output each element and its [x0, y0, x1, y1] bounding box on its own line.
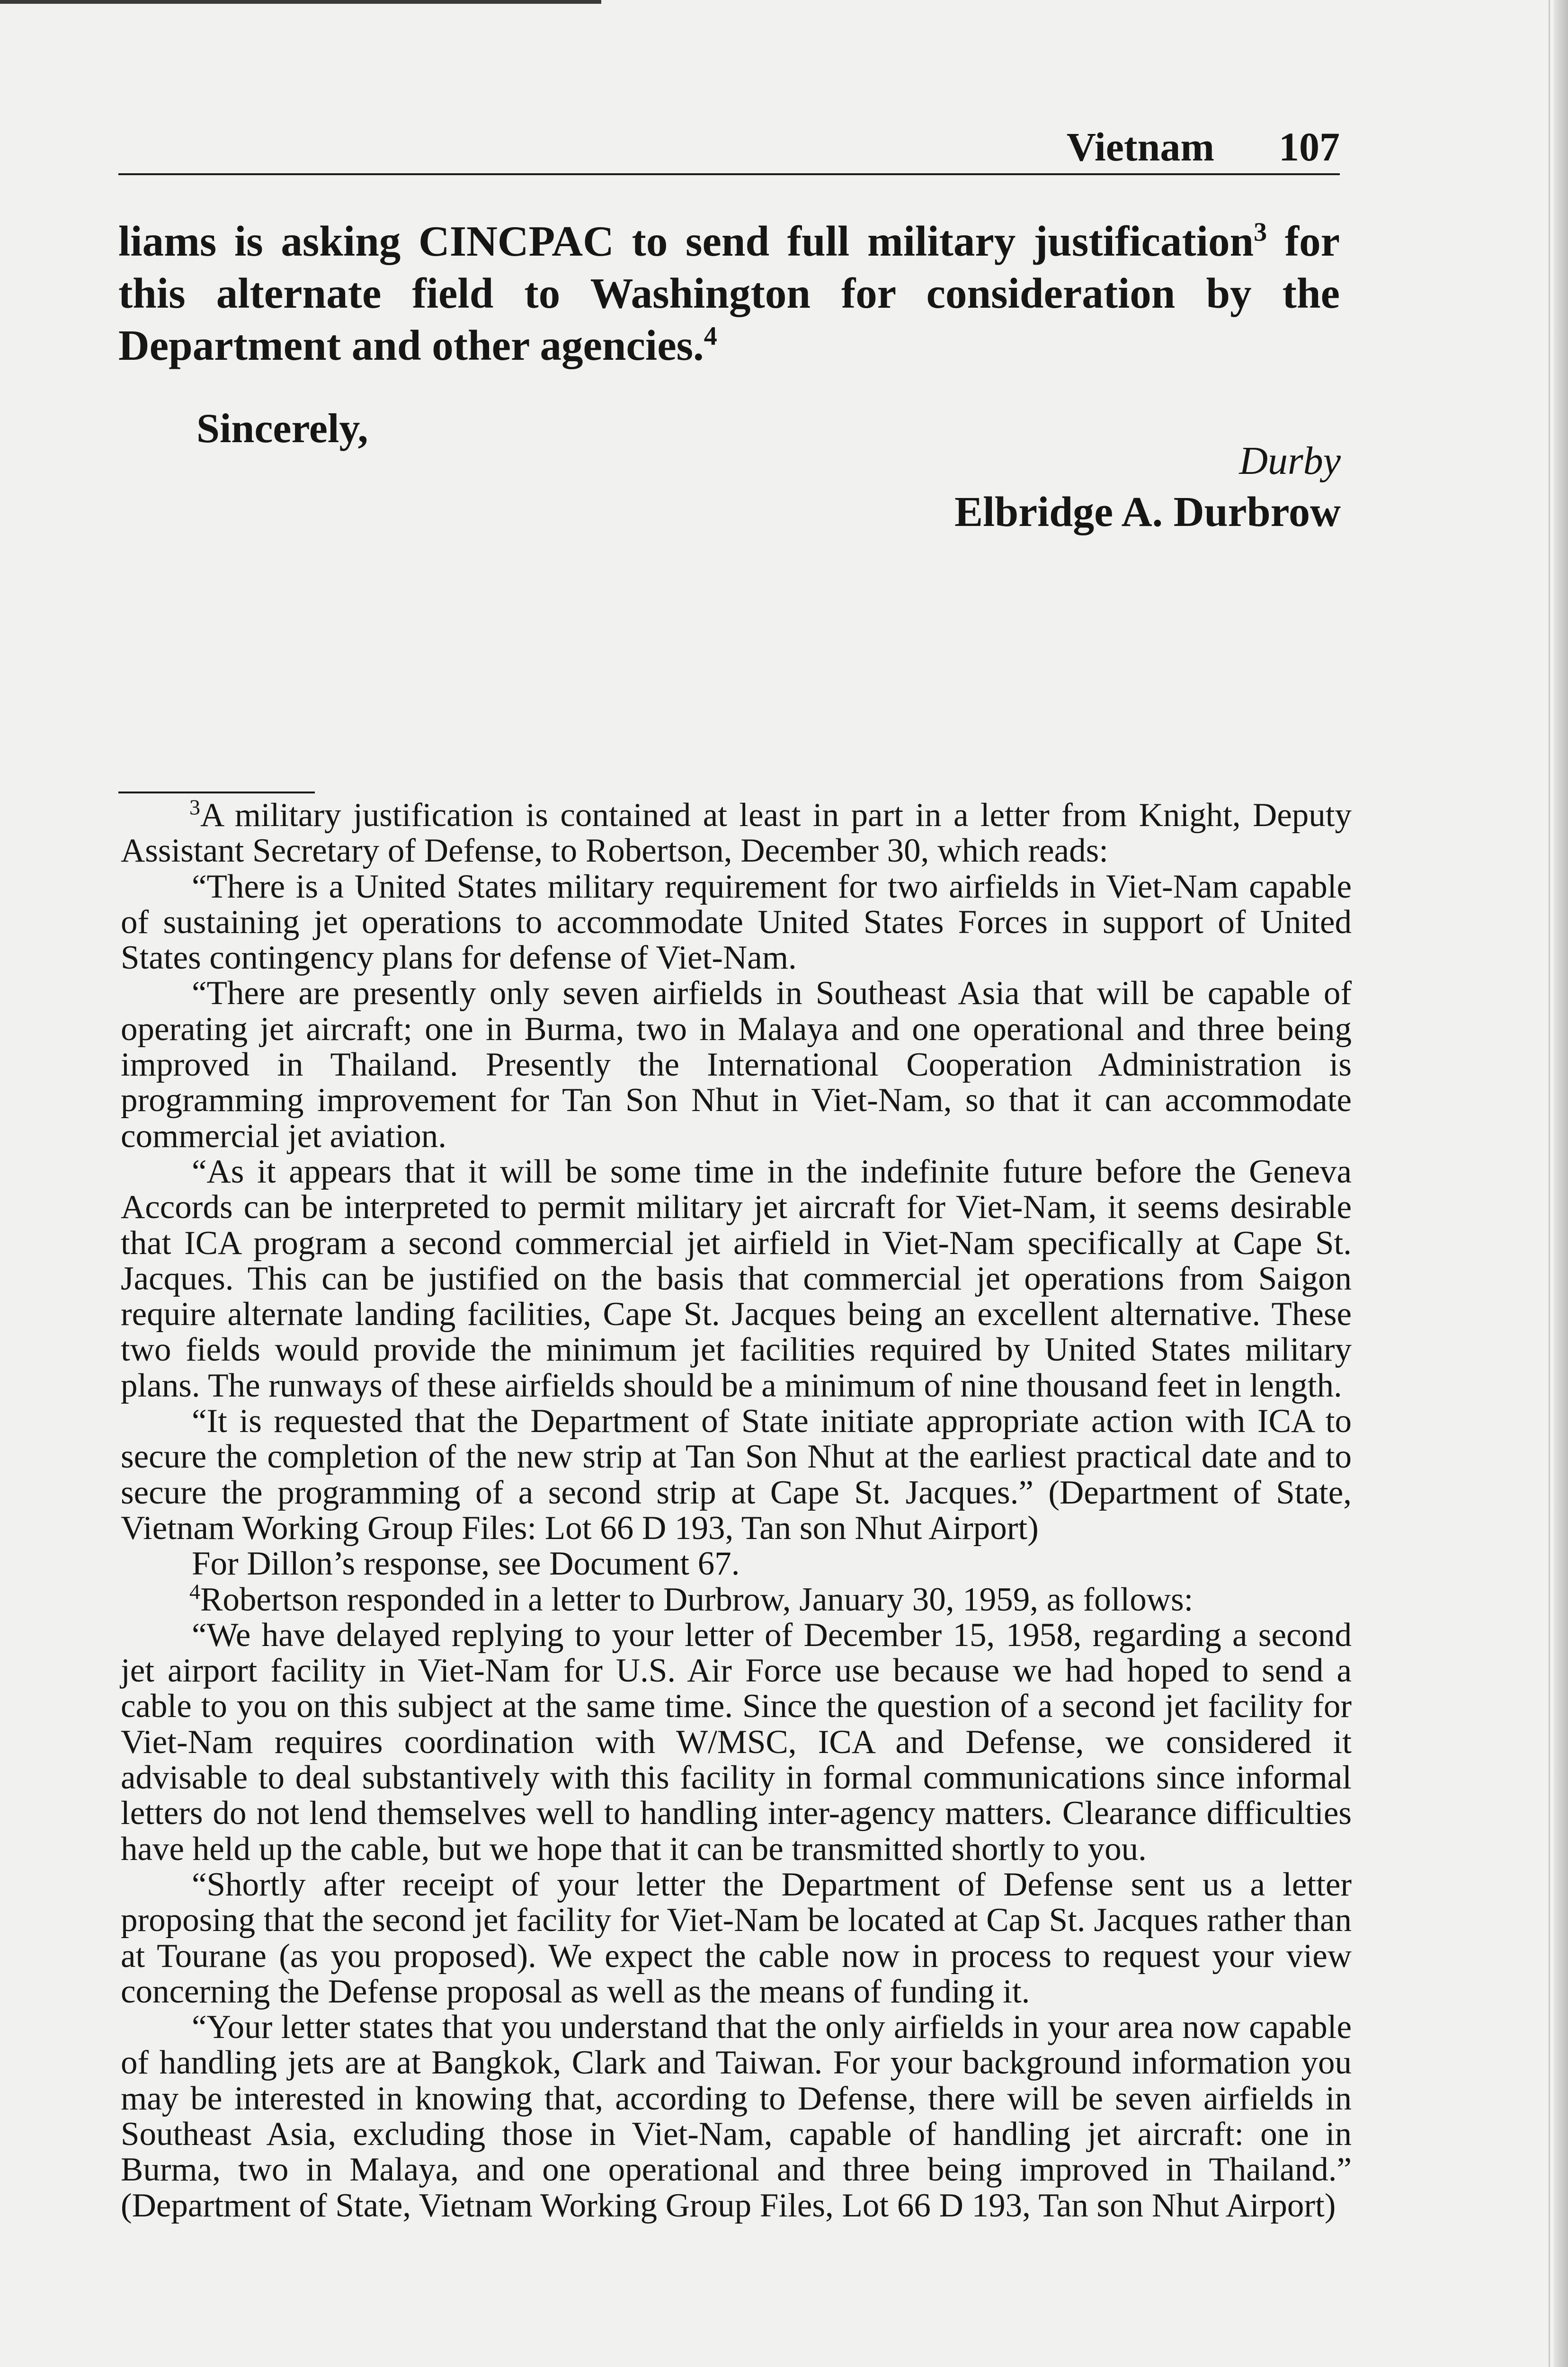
footnote-paragraph: “Your letter states that you understand that the only airfields in your area now capable of handling jets are at Bangkok, Clark and Taiwan. For your background information you may be interested in knowing that, according to Defense, there will be seven airfields in Southeast Asia, excluding those in Viet-Nam, capable of handling jet aircraft: one in Burma, two in Malaya, and one operational and three being improved in Thailand.” (Department of State, Vietnam Working Group Files, Lot 66 D 193, Tan son Nhut Airport) [121, 2009, 1352, 2224]
footnote-marker: 4 [189, 1579, 200, 1603]
footnote-paragraph: “As it appears that it will be some time in the indefinite future before the Geneva Accords can be interpreted to permit military jet aircraft for Viet-Nam, it seems desirable that ICA program a second commercial jet airfield in Viet-Nam specifically at Cape St. Jacques. This can be justified on the basis that commercial jet operations from Saigon require alternate landing facilities, Cape St. Jacques being an excellent alternative. These two fields would provide the minimum jet facilities required by United States military plans. The runways of these airfields should be a minimum of nine thousand feet in length. [121, 1153, 1352, 1404]
footnote-paragraph: “Shortly after receipt of your letter the Department of Defense sent us a letter proposing that the second jet facility for Viet-Nam be located at Cap St. Jacques rather than at Tourane (as you proposed). We expect the cable now in process to request your view concerning the Defense proposal as well as the means of funding it. [121, 1866, 1352, 2010]
page-edge-line [1549, 0, 1550, 2367]
header-rule [118, 173, 1340, 175]
footnote-ref-3: 3 [1254, 217, 1267, 247]
handwritten-signature: Durby [1239, 439, 1341, 483]
footnote-ref-4: 4 [704, 321, 717, 351]
footnote-4 [121, 1579, 1352, 1618]
footnote-3 [121, 795, 1352, 870]
footnote-rule [118, 792, 315, 793]
footnote-paragraph: “It is requested that the Department of State initiate appropriate action with ICA to secure the completion of the new strip at Tan Son Nhut at the earliest practical date and to secure the programming of a second strip at Cape St. Jacques.” (Department of State, Vietnam Working Group Files: Lot 66 D 193, Tan son Nhut Airport) [121, 1403, 1352, 1547]
letter-body [118, 215, 1340, 372]
footnote-marker: 3 [189, 795, 200, 819]
page-edge-shadow [1554, 0, 1568, 2367]
letter-body-text-cont: for this alternate field to Washington for consideration by the Department and other agencies. [118, 217, 1340, 369]
page-number: 107 [1279, 124, 1340, 169]
footnote-paragraph: “There is a United States military requirement for two airfields in Viet-Nam capable of sustaining jet operations to accommodate United States Forces in support of United States contingency plans for defense of Viet-Nam. [121, 868, 1352, 977]
footnote-paragraph: For Dillon’s response, see Document 67. [192, 1545, 740, 1583]
header-title: Vietnam [1066, 124, 1214, 169]
footnotes [121, 795, 1352, 2224]
signer-name: Elbridge A. Durbrow [954, 489, 1341, 535]
footnote-text: Robertson responded in a letter to Durbrow, January 30, 1959, as follows: [200, 1581, 1194, 1618]
running-header [118, 117, 1340, 175]
footnote-paragraph: “We have delayed replying to your letter of December 15, 1958, regarding a second jet airport facility in Viet-Nam for U.S. Air Force use because we had hoped to send a cable to you on this subject at the same time. Since the question of a second jet facility for Viet-Nam requires coordination with W/MSC, ICA and Defense, we considered it advisable to deal substantively with this facility in formal communications since informal letters do not lend themselves well to handling inter-agency matters. Clearance difficulties have held up the cable, but we hope that it can be transmitted shortly to you. [121, 1616, 1352, 1868]
footnote-paragraph: “There are presently only seven airfields in Southeast Asia that will be capable of operating jet aircraft; one in Burma, two in Malaya and one operational and three being improved in Thailand. Presently the International Cooperation Administration is programming improvement for Tan Son Nhut in Viet-Nam, so that it can accommodate commercial jet aviation. [121, 975, 1352, 1155]
top-edge-rule [0, 0, 601, 4]
letter-body-text: liams is asking CINCPAC to send full military justification [118, 217, 1254, 265]
complimentary-close: Sincerely, [196, 406, 368, 452]
footnote-text: A military justification is contained at least in part in a letter from Knight, Deputy Assistant Secretary of Defense, to Robertson, December 30, which reads: [121, 797, 1352, 870]
